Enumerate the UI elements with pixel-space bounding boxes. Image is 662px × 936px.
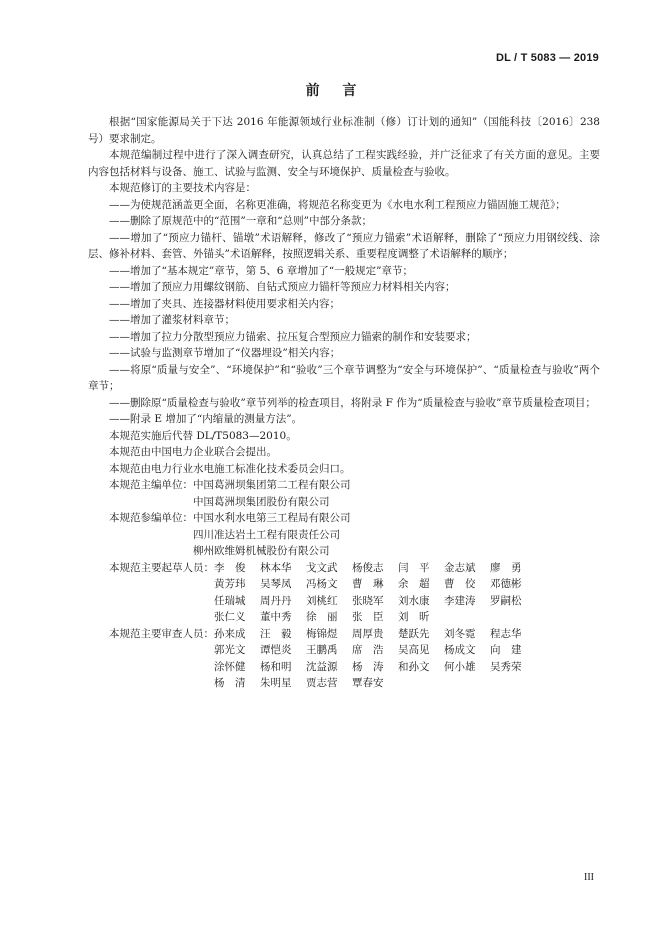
person-name: 席 浩 [352, 644, 384, 656]
reviewers-grid [214, 626, 536, 692]
drafters-section [88, 560, 600, 626]
person-name: 杨 涛 [352, 660, 384, 673]
unit-name: 柳州欧维姆机械股份有限公司 [193, 545, 330, 557]
list-item: ——删除了原规范中的“范围”一章和“总则”中部分条款； [109, 215, 372, 227]
list-item: ——将原“质量与安全”、“环境保护”和“验收”三个章节调整为“安全与环境保护”、“质量检查与验收”两个章节； [88, 363, 600, 392]
person-name: 杨和明 [260, 660, 292, 673]
person-name: 覃春安 [352, 677, 384, 689]
person-name: 闫 平 [398, 561, 430, 574]
person-name: 曹 琳 [352, 578, 384, 590]
person-name: 汪 毅 [260, 627, 292, 640]
person-name: 冯杨文 [306, 578, 338, 590]
list-item: ——附录 E 增加了“内缩量的测量方法”。 [109, 413, 303, 425]
person-name: 向 建 [490, 644, 522, 656]
person-name: 刘冬霓 [444, 627, 476, 640]
person-name: 吴琴凤 [260, 578, 292, 590]
person-name: 刘 昕 [398, 611, 430, 623]
unit-name: 中国水利水电第三工程局有限公司 [193, 512, 351, 524]
list-item: ——增加了拉力分散型预应力锚索、拉压复合型预应力锚索的制作和安装要求； [109, 330, 477, 343]
person-name: 楚跃先 [398, 627, 430, 640]
paragraph: 本规范修订的主要技术内容是： [109, 182, 256, 194]
page-title: 前 言 [305, 83, 357, 99]
preface-body [88, 114, 600, 692]
person-name: 张仁义 [214, 611, 246, 623]
person-name: 梅锦煜 [306, 627, 338, 640]
paragraph: 本规范实施后代替 DL/T5083—2010。 [109, 429, 297, 442]
drafters-grid [214, 560, 536, 626]
chief-editor-units [88, 477, 600, 510]
person-name: 金志斌 [444, 561, 476, 574]
person-name: 罗嗣松 [490, 594, 522, 607]
reviewers-label: 本规范主要审查人员： [109, 627, 214, 640]
person-name: 廖 勇 [490, 561, 522, 574]
person-name: 黄芳玮 [214, 578, 246, 590]
person-name: 张 臣 [352, 611, 384, 623]
person-name: 吴高见 [398, 644, 430, 656]
person-name: 戈文武 [306, 561, 338, 574]
chief-editor-label: 本规范主编单位： [109, 479, 193, 491]
person-name: 朱明星 [260, 677, 292, 689]
list-item: ——增加了夹具、连接器材料使用要求相关内容； [109, 297, 340, 310]
person-name: 杨成文 [444, 644, 476, 656]
person-name: 周厚贵 [352, 627, 384, 640]
person-name: 曹 佼 [444, 578, 476, 590]
list-item: ——增加了“预应力锚杆、锚墩”术语解释，修改了“预应力锚索”术语解释，删除了“预应力用钢绞线、涂层、修补材料、套管、外锚头”术语解释，按照逻辑关系、重要程度调整了术语解释的顺序； [88, 231, 600, 260]
reviewers-section [88, 626, 600, 692]
person-name: 程志华 [490, 627, 522, 640]
list-item: ——为使规范涵盖更全面，名称更准确，将规范名称变更为《水电水利工程预应力锚固施工规范》； [109, 198, 566, 211]
person-name: 吴秀荣 [490, 660, 522, 673]
person-name: 刘水康 [398, 594, 430, 607]
person-name: 邓德彬 [490, 578, 522, 590]
person-name: 任瑞城 [214, 594, 246, 607]
person-name: 杨俊志 [352, 561, 384, 574]
person-name: 涂怀健 [214, 660, 246, 673]
paragraph: 根据“国家能源局关于下达 2016 年能源领域行业标准制（修）订计划的通知”（国能科技〔2016〕238 号）要求制定。 [88, 116, 600, 145]
paragraph: 本规范由中国电力企业联合会提出。 [109, 446, 277, 458]
list-item: ——试验与监测章节增加了“仪器埋设”相关内容； [109, 347, 341, 359]
page-number: III [584, 872, 594, 883]
list-item: ——增加了预应力用螺纹钢筋、自钻式预应力锚杆等预应力材料相关内容； [109, 281, 456, 293]
unit-name: 中国葛洲坝集团股份有限公司 [193, 495, 330, 508]
person-name: 周丹丹 [260, 594, 292, 607]
person-name: 杨 清 [214, 677, 246, 689]
person-name: 王鹏禹 [306, 644, 338, 656]
list-item: ——增加了灌浆材料章节； [109, 314, 235, 326]
person-name: 郭光文 [214, 644, 246, 656]
person-name: 谭恺炎 [260, 644, 292, 656]
person-name: 余 超 [398, 578, 430, 590]
person-name: 张晓军 [352, 594, 384, 607]
co-editor-units [88, 510, 600, 560]
person-name: 董中秀 [260, 611, 292, 623]
person-name: 林本华 [260, 561, 292, 574]
paragraph: 本规范编制过程中进行了深入调查研究，认真总结了工程实践经验，并广泛征求了有关方面的意见。主要内容包括材料与设备、施工、试验与监测、安全与环境保护、质量检查与验收。 [88, 149, 600, 178]
paragraph: 本规范由电力行业水电施工标准化技术委员会归口。 [109, 462, 351, 475]
person-name: 孙来成 [214, 627, 246, 640]
person-name: 李建涛 [444, 594, 476, 607]
person-name: 和孙文 [398, 660, 430, 673]
person-name: 李 俊 [214, 561, 246, 574]
document-code: DL / T 5083 — 2019 [495, 52, 599, 64]
person-name: 沈益源 [306, 660, 338, 673]
person-name: 贾志营 [306, 677, 338, 689]
list-item: ——删除原“质量检查与验收”章节列举的检查项目，将附录 F 作为“质量检查与验收”章节质量检查项目； [109, 396, 596, 409]
person-name: 刘桃红 [306, 594, 338, 607]
co-editor-label: 本规范参编单位： [109, 512, 193, 524]
unit-name: 中国葛洲坝集团第二工程有限公司 [193, 479, 351, 491]
drafters-label: 本规范主要起草人员： [109, 561, 214, 574]
person-name: 何小雄 [444, 660, 476, 673]
list-item: ——增加了“基本规定”章节，第 5、6 章增加了“一般规定”章节； [109, 264, 414, 277]
person-name: 徐 丽 [306, 611, 338, 623]
unit-name: 四川准达岩土工程有限责任公司 [193, 528, 340, 541]
